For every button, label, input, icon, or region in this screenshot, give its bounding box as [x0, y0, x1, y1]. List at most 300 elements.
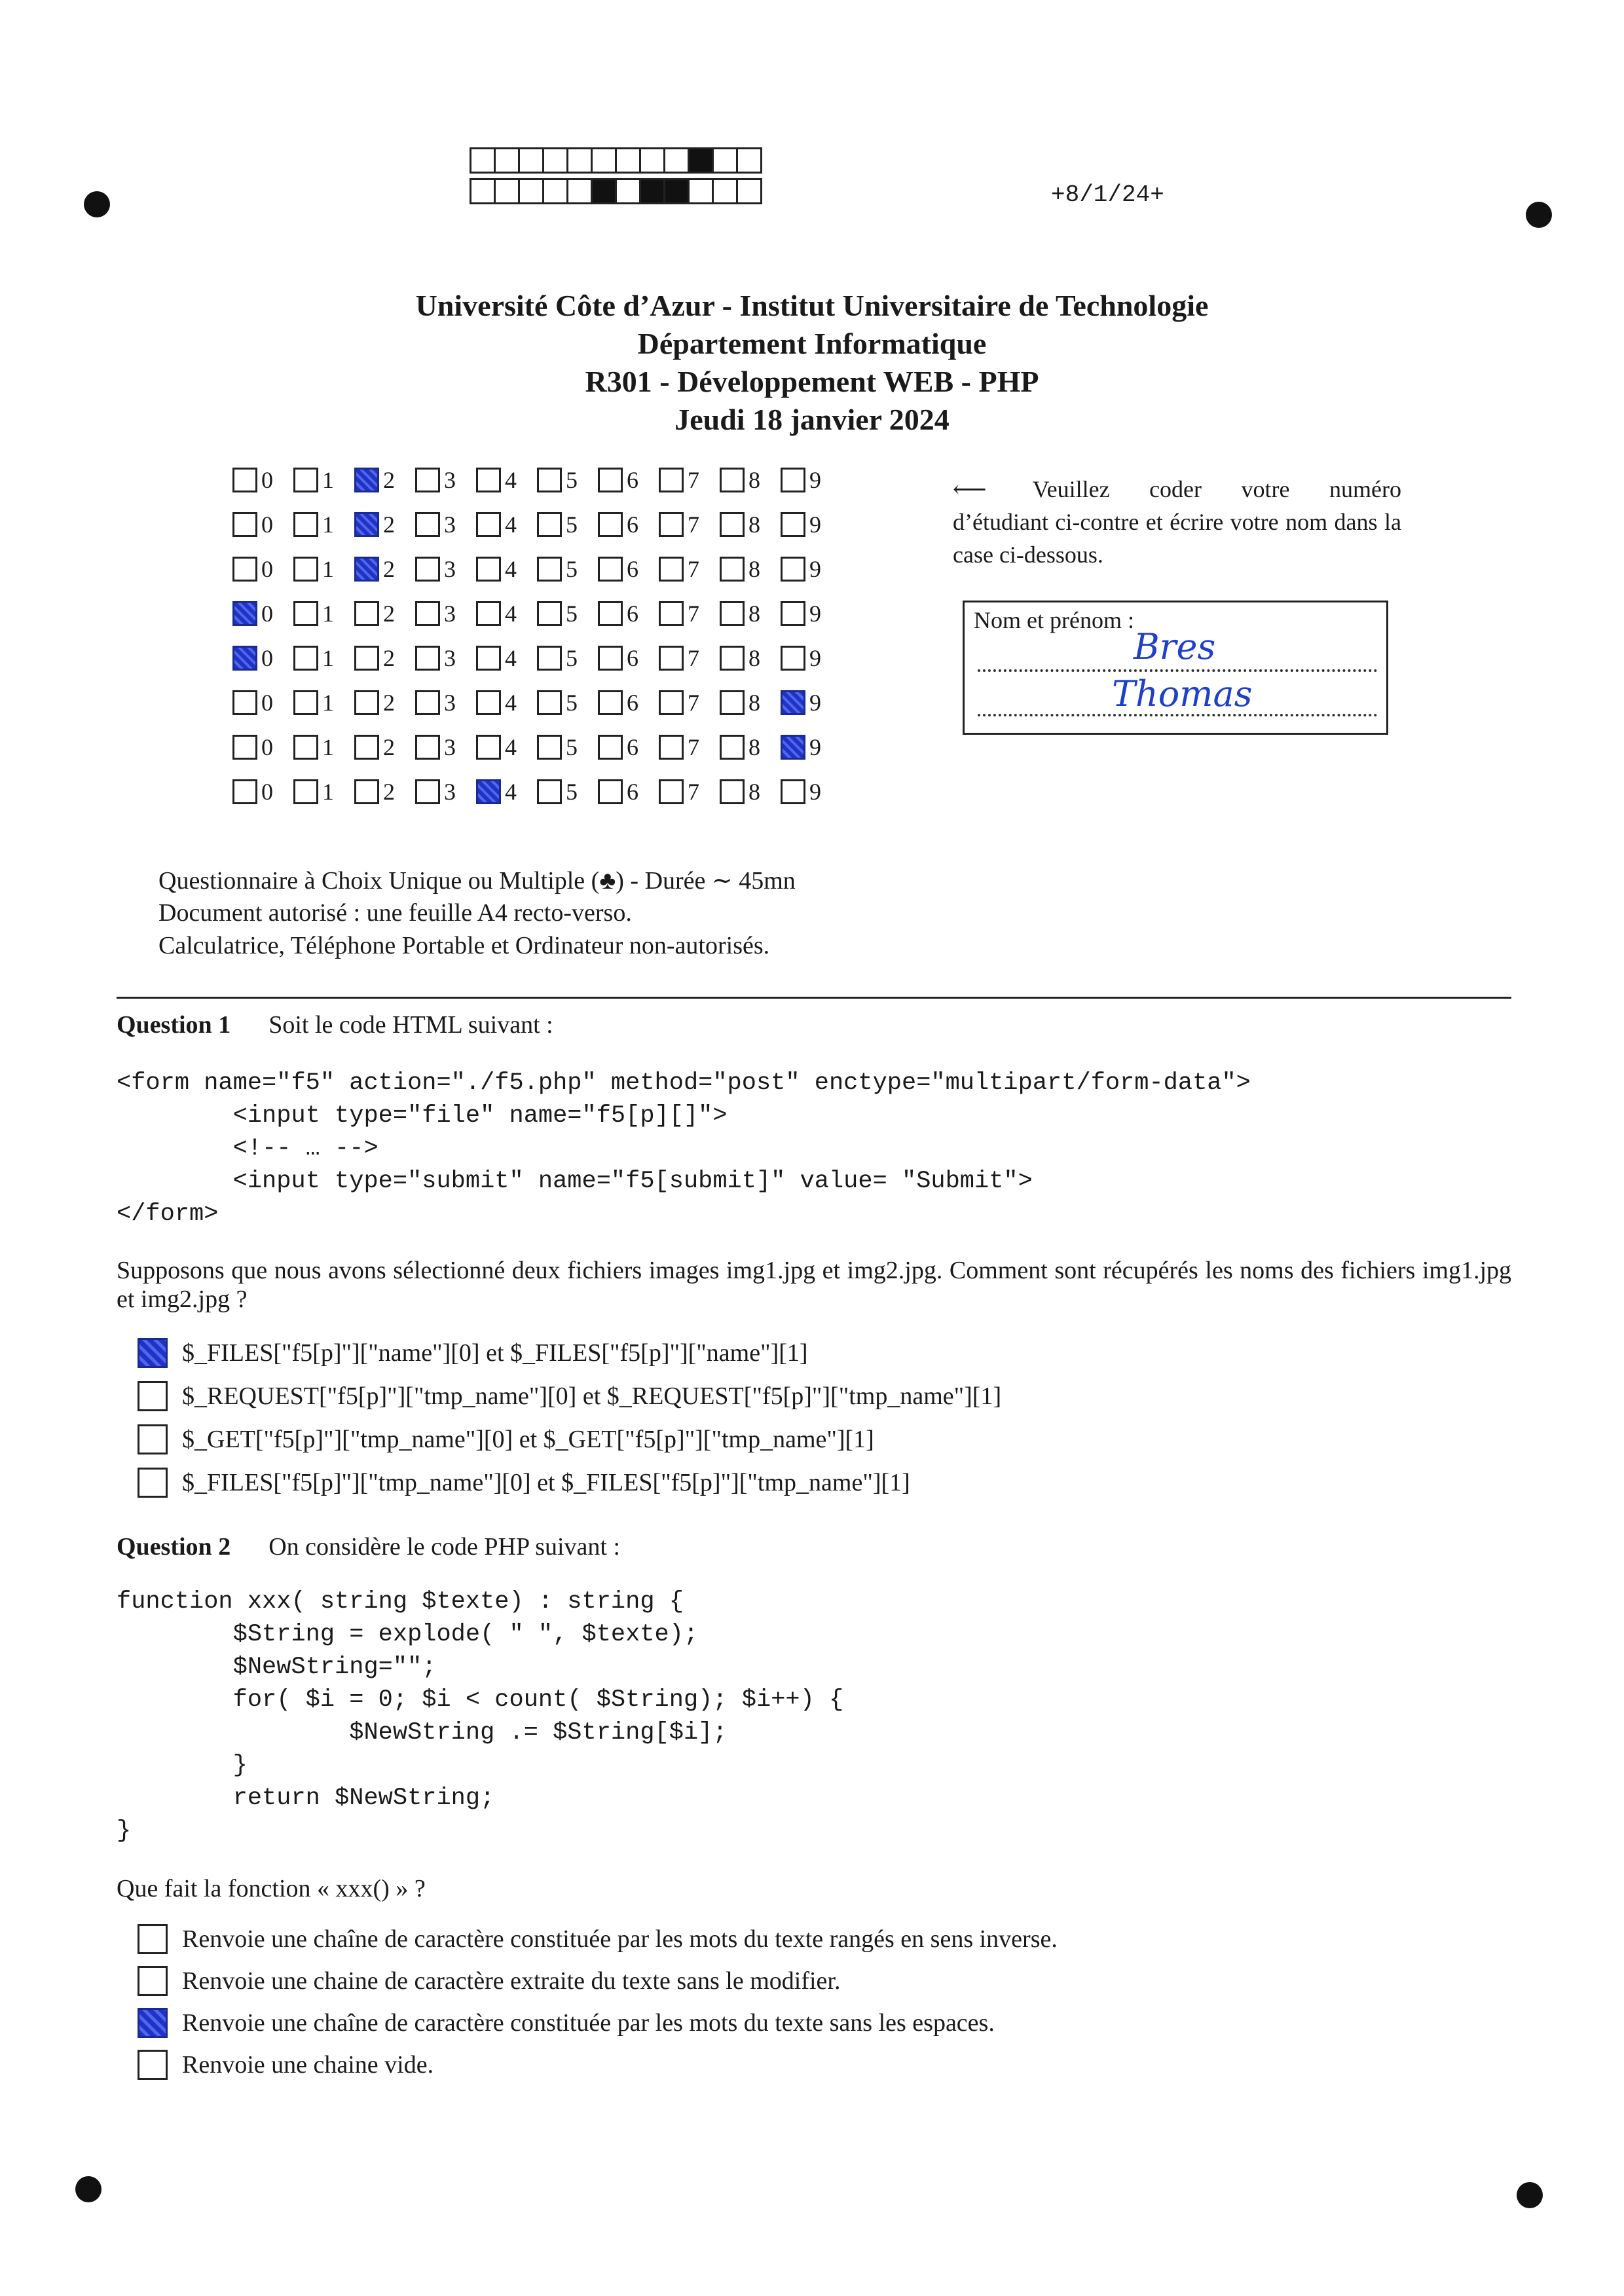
digit-checkbox[interactable]: [598, 690, 623, 715]
barcode-cell: [615, 178, 641, 204]
code-line: }: [117, 1817, 132, 1845]
answer-text: Renvoie une chaine vide.: [182, 2051, 434, 2079]
digit-checkbox[interactable]: [293, 512, 318, 537]
barcode-cell: [615, 147, 641, 174]
digit-option[interactable]: [476, 778, 537, 805]
digit-option[interactable]: [354, 555, 415, 583]
digit-label: 0: [261, 645, 273, 671]
digit-option[interactable]: [354, 600, 415, 627]
digit-option[interactable]: [354, 778, 415, 805]
digit-option[interactable]: [232, 733, 293, 761]
barcode-cell: [639, 178, 665, 204]
digit-option[interactable]: [720, 511, 781, 538]
digit-option[interactable]: [476, 689, 537, 716]
digit-checkbox[interactable]: [476, 601, 501, 626]
digit-checkbox[interactable]: [415, 735, 440, 760]
allowed-documents: Document autorisé : une feuille A4 recto-verso.: [158, 899, 632, 927]
digit-option[interactable]: [354, 689, 415, 716]
digit-label: 2: [383, 734, 395, 760]
digit-label: 6: [627, 734, 638, 760]
answer-option[interactable]: [138, 2008, 995, 2038]
digit-label: 3: [444, 556, 456, 582]
answer-checkbox[interactable]: [138, 1381, 168, 1411]
barcode-cell: [518, 147, 544, 174]
digit-option[interactable]: [415, 555, 476, 583]
digit-checkbox[interactable]: [537, 735, 562, 760]
answer-option[interactable]: [138, 1424, 874, 1454]
digit-option[interactable]: [720, 644, 781, 672]
digit-checkbox[interactable]: [598, 779, 623, 804]
barcode-cell: [566, 147, 593, 174]
digit-checkbox[interactable]: [781, 646, 805, 671]
digit-checkbox[interactable]: [720, 779, 745, 804]
digit-option[interactable]: [781, 733, 841, 761]
digit-option[interactable]: [598, 600, 659, 627]
student-id-row: [232, 555, 841, 583]
digit-checkbox[interactable]: [354, 557, 379, 582]
digit-label: 1: [322, 511, 334, 538]
digit-option[interactable]: [598, 644, 659, 672]
code-line: <form name="f5" action="./f5.php" method="post" enctype="multipart/form-data">: [117, 1069, 1251, 1097]
digit-label: 0: [261, 511, 273, 538]
student-id-row: [232, 689, 841, 716]
digit-checkbox[interactable]: [293, 646, 318, 671]
digit-checkbox[interactable]: [659, 735, 684, 760]
digit-option[interactable]: [659, 511, 720, 538]
digit-label: 1: [322, 645, 334, 671]
digit-label: 0: [261, 690, 273, 716]
barcode-cell: [470, 147, 496, 174]
digit-option[interactable]: [598, 555, 659, 583]
digit-checkbox[interactable]: [659, 557, 684, 582]
digit-checkbox[interactable]: [232, 779, 257, 804]
digit-option[interactable]: [720, 466, 781, 494]
digit-option[interactable]: [659, 555, 720, 583]
name-box[interactable]: [963, 601, 1388, 735]
digit-checkbox[interactable]: [537, 512, 562, 537]
answer-option[interactable]: [138, 1924, 1058, 1954]
exam-id: +8/1/24+: [1051, 181, 1164, 208]
digit-option[interactable]: [415, 511, 476, 538]
digit-checkbox[interactable]: [415, 779, 440, 804]
digit-option[interactable]: [232, 555, 293, 583]
barcode-cell: [591, 147, 617, 174]
student-id-row: [232, 778, 841, 805]
digit-label: 8: [748, 779, 760, 805]
digit-option[interactable]: [232, 778, 293, 805]
answer-option[interactable]: [138, 2050, 434, 2080]
digit-checkbox[interactable]: [354, 512, 379, 537]
digit-option[interactable]: [781, 778, 841, 805]
digit-option[interactable]: [354, 466, 415, 494]
barcode-cell: [542, 147, 568, 174]
answer-option[interactable]: [138, 1468, 910, 1498]
digit-label: 4: [505, 601, 517, 627]
digit-label: 9: [809, 690, 821, 716]
digit-label: 8: [748, 511, 760, 538]
digit-label: 0: [261, 779, 273, 805]
digit-option[interactable]: [781, 466, 841, 494]
digit-checkbox[interactable]: [720, 557, 745, 582]
barcode-cell: [663, 147, 690, 174]
barcode-cell: [494, 147, 520, 174]
digit-checkbox[interactable]: [537, 557, 562, 582]
code-line: function xxx( string $texte) : string {: [117, 1588, 684, 1616]
digit-option[interactable]: [354, 733, 415, 761]
digit-option[interactable]: [537, 511, 598, 538]
barcode-cell: [712, 147, 738, 174]
digit-option[interactable]: [476, 600, 537, 627]
digit-checkbox[interactable]: [781, 779, 805, 804]
digit-checkbox[interactable]: [293, 690, 318, 715]
barcode-cell: [688, 178, 714, 204]
code-line: }: [117, 1752, 248, 1779]
digit-checkbox[interactable]: [476, 646, 501, 671]
digit-option[interactable]: [537, 778, 598, 805]
digit-label: 7: [688, 601, 699, 627]
digit-label: 3: [444, 690, 456, 716]
digit-label: 1: [322, 556, 334, 582]
digit-checkbox[interactable]: [781, 557, 805, 582]
digit-option[interactable]: [537, 733, 598, 761]
digit-label: 5: [566, 690, 578, 716]
digit-option[interactable]: [293, 600, 354, 627]
handwritten-firstname: Thomas: [1112, 673, 1253, 714]
digit-checkbox[interactable]: [537, 779, 562, 804]
digit-checkbox[interactable]: [537, 468, 562, 492]
answer-checkbox[interactable]: [138, 1966, 168, 1996]
digit-option[interactable]: [720, 689, 781, 716]
digit-label: 7: [688, 690, 699, 716]
digit-label: 6: [627, 779, 638, 805]
digit-label: 5: [566, 601, 578, 627]
digit-option[interactable]: [659, 689, 720, 716]
digit-option[interactable]: [598, 778, 659, 805]
digit-label: 4: [505, 779, 517, 805]
digit-checkbox[interactable]: [659, 601, 684, 626]
digit-label: 1: [322, 779, 334, 805]
digit-option[interactable]: [537, 466, 598, 494]
answer-option[interactable]: [138, 1381, 1001, 1411]
barcode-cell: [494, 178, 520, 204]
digit-checkbox[interactable]: [415, 468, 440, 492]
exam-date: Jeudi 18 janvier 2024: [674, 403, 950, 436]
digit-label: 3: [444, 467, 456, 493]
digit-label: 0: [261, 601, 273, 627]
digit-label: 2: [383, 645, 395, 671]
digit-label: 8: [748, 734, 760, 760]
student-id-row: [232, 511, 841, 538]
handwritten-surname: Bres: [1134, 626, 1216, 667]
digit-option[interactable]: [781, 555, 841, 583]
answer-text: Renvoie une chaîne de caractère constituée par les mots du texte sans les espaces.: [182, 2009, 995, 2037]
question-1-label: Question 1: [117, 1011, 231, 1039]
digit-checkbox[interactable]: [720, 512, 745, 537]
digit-option[interactable]: [720, 733, 781, 761]
course-title: R301 - Développement WEB - PHP: [585, 365, 1039, 398]
digit-checkbox[interactable]: [354, 735, 379, 760]
digit-checkbox[interactable]: [293, 779, 318, 804]
digit-label: 3: [444, 601, 456, 627]
digit-option[interactable]: [415, 778, 476, 805]
digit-label: 1: [322, 467, 334, 493]
digit-checkbox[interactable]: [720, 468, 745, 492]
digit-checkbox[interactable]: [232, 690, 257, 715]
barcode-cell: [736, 147, 762, 174]
student-id-row: [232, 600, 841, 627]
registration-mark-bottom-left: [75, 2176, 101, 2202]
digit-option[interactable]: [598, 733, 659, 761]
digit-checkbox[interactable]: [598, 512, 623, 537]
digit-checkbox[interactable]: [232, 557, 257, 582]
code-line: </form>: [117, 1200, 219, 1228]
digit-label: 2: [383, 601, 395, 627]
name-box-label: Nom et prénom :: [974, 607, 1134, 633]
digit-label: 3: [444, 779, 456, 805]
digit-label: 7: [688, 467, 699, 493]
digit-checkbox[interactable]: [720, 735, 745, 760]
digit-option[interactable]: [354, 644, 415, 672]
digit-label: 8: [748, 601, 760, 627]
digit-option[interactable]: [293, 778, 354, 805]
digit-checkbox[interactable]: [659, 690, 684, 715]
digit-label: 1: [322, 690, 334, 716]
digit-option[interactable]: [659, 778, 720, 805]
digit-label: 1: [322, 601, 334, 627]
digit-checkbox[interactable]: [232, 468, 257, 492]
answer-option[interactable]: [138, 1966, 840, 1996]
code-line: return $NewString;: [117, 1785, 495, 1812]
digit-checkbox[interactable]: [476, 735, 501, 760]
code-line: <!-- … -->: [117, 1135, 378, 1162]
digit-checkbox[interactable]: [659, 779, 684, 804]
code-line: for( $i = 0; $i < count( $String); $i++) {: [117, 1686, 844, 1714]
digit-option[interactable]: [293, 689, 354, 716]
digit-label: 0: [261, 556, 273, 582]
digit-option[interactable]: [720, 555, 781, 583]
digit-label: 2: [383, 779, 395, 805]
digit-checkbox[interactable]: [537, 690, 562, 715]
digit-label: 6: [627, 601, 638, 627]
digit-option[interactable]: [659, 600, 720, 627]
digit-option[interactable]: [476, 644, 537, 672]
answer-checkbox[interactable]: [138, 1424, 168, 1454]
digit-option[interactable]: [659, 466, 720, 494]
digit-checkbox[interactable]: [476, 557, 501, 582]
digit-label: 9: [809, 556, 821, 582]
answer-checkbox[interactable]: [138, 2050, 168, 2080]
digit-checkbox[interactable]: [293, 557, 318, 582]
digit-checkbox[interactable]: [781, 735, 805, 760]
digit-checkbox[interactable]: [232, 646, 257, 671]
digit-checkbox[interactable]: [415, 557, 440, 582]
digit-checkbox[interactable]: [354, 601, 379, 626]
digit-option[interactable]: [659, 733, 720, 761]
digit-option[interactable]: [537, 644, 598, 672]
digit-option[interactable]: [598, 511, 659, 538]
digit-checkbox[interactable]: [659, 646, 684, 671]
answer-text: $_FILES["f5[p]"]["tmp_name"][0] et $_FILES["f5[p]"]["tmp_name"][1]: [182, 1469, 910, 1496]
question-2-intro: On considère le code PHP suivant :: [268, 1533, 621, 1561]
code-line: $String = explode( " ", $texte);: [117, 1621, 699, 1648]
barcode-row: [471, 147, 762, 174]
digit-option[interactable]: [781, 511, 841, 538]
answer-checkbox[interactable]: [138, 1338, 168, 1368]
digit-option[interactable]: [476, 511, 537, 538]
digit-option[interactable]: [720, 600, 781, 627]
code-line: $NewString="";: [117, 1654, 437, 1681]
digit-label: 4: [505, 556, 517, 582]
digit-option[interactable]: [659, 644, 720, 672]
digit-checkbox[interactable]: [781, 512, 805, 537]
barcode-cell: [542, 178, 568, 204]
barcode-cell: [736, 178, 762, 204]
digit-option[interactable]: [476, 733, 537, 761]
digit-option[interactable]: [293, 466, 354, 494]
digit-option[interactable]: [293, 644, 354, 672]
digit-checkbox[interactable]: [232, 512, 257, 537]
digit-option[interactable]: [781, 644, 841, 672]
registration-mark-top-right: [1526, 202, 1552, 228]
digit-checkbox[interactable]: [659, 512, 684, 537]
digit-checkbox[interactable]: [415, 690, 440, 715]
answer-option[interactable]: [138, 1338, 808, 1368]
digit-checkbox[interactable]: [293, 468, 318, 492]
digit-option[interactable]: [293, 511, 354, 538]
digit-option[interactable]: [781, 600, 841, 627]
digit-label: 3: [444, 734, 456, 760]
digit-checkbox[interactable]: [354, 468, 379, 492]
digit-checkbox[interactable]: [598, 601, 623, 626]
digit-option[interactable]: [781, 689, 841, 716]
digit-label: 5: [566, 734, 578, 760]
department-title: Département Informatique: [637, 327, 987, 360]
digit-label: 7: [688, 645, 699, 671]
digit-label: 5: [566, 779, 578, 805]
digit-option[interactable]: [232, 511, 293, 538]
digit-option[interactable]: [232, 600, 293, 627]
digit-checkbox[interactable]: [598, 557, 623, 582]
digit-checkbox[interactable]: [598, 468, 623, 492]
digit-label: 1: [322, 734, 334, 760]
name-line-1: [978, 669, 1377, 672]
digit-checkbox[interactable]: [232, 601, 257, 626]
digit-label: 5: [566, 645, 578, 671]
digit-checkbox[interactable]: [232, 735, 257, 760]
digit-checkbox[interactable]: [354, 646, 379, 671]
digit-option[interactable]: [232, 466, 293, 494]
digit-checkbox[interactable]: [598, 646, 623, 671]
digit-option[interactable]: [598, 466, 659, 494]
digit-label: 6: [627, 556, 638, 582]
digit-label: 8: [748, 467, 760, 493]
digit-option[interactable]: [537, 600, 598, 627]
barcode-row: [471, 178, 762, 204]
digit-checkbox[interactable]: [476, 779, 501, 804]
digit-option[interactable]: [415, 644, 476, 672]
digit-label: 4: [505, 645, 517, 671]
digit-checkbox[interactable]: [537, 601, 562, 626]
digit-checkbox[interactable]: [720, 646, 745, 671]
digit-label: 2: [383, 556, 395, 582]
digit-option[interactable]: [476, 555, 537, 583]
answer-text: $_FILES["f5[p]"]["name"][0] et $_FILES["f5[p]"]["name"][1]: [182, 1339, 808, 1367]
digit-option[interactable]: [537, 555, 598, 583]
digit-option[interactable]: [293, 733, 354, 761]
answer-checkbox[interactable]: [138, 1468, 168, 1498]
digit-label: 4: [505, 511, 517, 538]
digit-option[interactable]: [415, 466, 476, 494]
student-id-row: [232, 644, 841, 672]
digit-checkbox[interactable]: [476, 512, 501, 537]
question-2-title: [117, 1532, 620, 1561]
digit-checkbox[interactable]: [293, 735, 318, 760]
answer-text: $_REQUEST["f5[p]"]["tmp_name"][0] et $_REQUEST["f5[p]"]["tmp_name"][1]: [182, 1382, 1002, 1410]
digit-checkbox[interactable]: [598, 735, 623, 760]
digit-checkbox[interactable]: [720, 690, 745, 715]
digit-label: 8: [748, 556, 760, 582]
digit-option[interactable]: [232, 689, 293, 716]
barcode-cell: [663, 178, 690, 204]
registration-mark-bottom-right: [1517, 2182, 1543, 2208]
question-1-text: Supposons que nous avons sélectionné deux fichiers images img1.jpg et img2.jpg. Comment sont récupérés les noms des fichiers img1.jpg et img2.jpg ?: [117, 1257, 1511, 1313]
digit-label: 2: [383, 690, 395, 716]
digit-option[interactable]: [598, 689, 659, 716]
digit-checkbox[interactable]: [354, 779, 379, 804]
digit-checkbox[interactable]: [537, 646, 562, 671]
digit-checkbox[interactable]: [720, 601, 745, 626]
digit-checkbox[interactable]: [781, 601, 805, 626]
digit-option[interactable]: [720, 778, 781, 805]
digit-checkbox[interactable]: [476, 690, 501, 715]
digit-checkbox[interactable]: [476, 468, 501, 492]
digit-label: 6: [627, 467, 638, 493]
digit-label: 4: [505, 734, 517, 760]
digit-checkbox[interactable]: [415, 646, 440, 671]
registration-mark-top-left: [84, 191, 110, 217]
barcode-cell: [688, 147, 714, 174]
digit-checkbox[interactable]: [293, 601, 318, 626]
answer-checkbox[interactable]: [138, 1924, 168, 1954]
separator-line: [117, 997, 1511, 999]
digit-checkbox[interactable]: [781, 690, 805, 715]
digit-option[interactable]: [354, 511, 415, 538]
code-line: $NewString .= $String[$i];: [117, 1719, 728, 1747]
digit-option[interactable]: [415, 600, 476, 627]
digit-label: 5: [566, 556, 578, 582]
digit-option[interactable]: [415, 689, 476, 716]
digit-label: 7: [688, 734, 699, 760]
digit-label: 2: [383, 467, 395, 493]
barcode-cell: [470, 178, 496, 204]
digit-checkbox[interactable]: [781, 468, 805, 492]
question-1-title: [117, 1010, 553, 1039]
digit-option[interactable]: [293, 555, 354, 583]
digit-option[interactable]: [232, 644, 293, 672]
digit-checkbox[interactable]: [415, 512, 440, 537]
digit-label: 7: [688, 556, 699, 582]
digit-checkbox[interactable]: [415, 601, 440, 626]
question-2-label: Question 2: [117, 1533, 231, 1561]
digit-option[interactable]: [537, 689, 598, 716]
digit-checkbox[interactable]: [354, 690, 379, 715]
answer-checkbox[interactable]: [138, 2008, 168, 2038]
digit-label: 7: [688, 779, 699, 805]
digit-checkbox[interactable]: [659, 468, 684, 492]
digit-option[interactable]: [476, 466, 537, 494]
digit-label: 9: [809, 601, 821, 627]
digit-option[interactable]: [415, 733, 476, 761]
